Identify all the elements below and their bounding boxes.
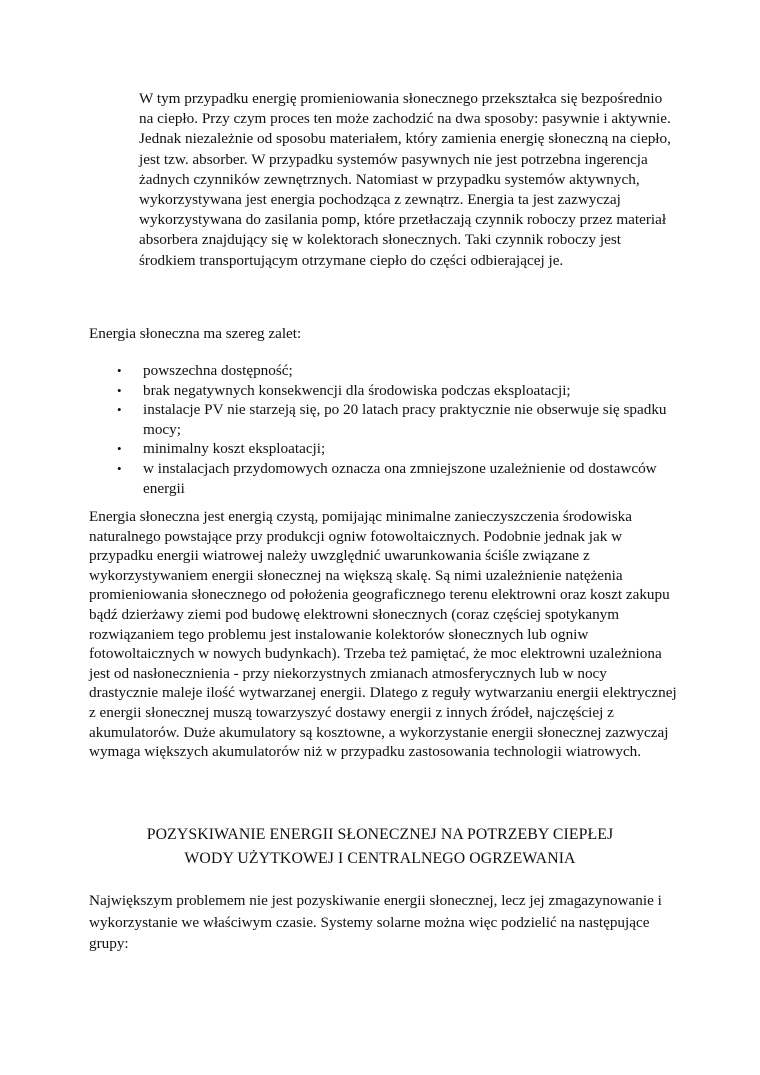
closing-paragraph: Największym problemem nie jest pozyskiwanie energii słonecznej, lecz jej zmagazynowanie i wykorzystanie we właściwym czasie. Systemy solarne można więc podzielić na następujące grupy: bbox=[89, 892, 662, 953]
list-item-text: w instalacjach przydomowych oznacza ona zmniejszone uzależnienie od dostawców energii bbox=[143, 459, 657, 497]
section-heading bbox=[89, 823, 671, 871]
list-item bbox=[89, 459, 689, 498]
list-item-text: powszechna dostępność; bbox=[143, 362, 293, 379]
list-item bbox=[89, 439, 689, 459]
main-paragraph: Energia słoneczna jest energią czystą, pomijając minimalne zanieczyszczenia środowiska naturalnego powstające przy produkcji ogniw fotowoltaicznych. Podobnie jednak jak w przypadku energii wiatrowej należy uwzględnić uwarunkowania ściśle związane z wykorzystywaniem energii słonecznej na większą skalę. Są nimi uzależnienie natężenia promieniowania słonecznego od położenia geograficznego terenu elektrowni oraz koszt zakupu bądź dzierżawy ziemi pod budowę elektrowni słonecznych (coraz częściej spotykanym rozwiązaniem tego problemu jest instalowanie kolektorów słonecznych lub ogniw fotowoltaicznych w nowych budynkach). Trzeba też pamiętać, że moc elektrowni uzależniona jest od nasłonecznienia - przy niekorzystnych zmianach atmosferycznych lub w nocy drastycznie maleje ilość wytwarzanej energii. Dlatego z reguły wytwarzaniu energii elektrycznej z energii słonecznej muszą towarzyszyć dostawy energii z innych źródeł, najczęściej z akumulatorów. Duże akumulatory są kosztowne, a wykorzystanie energii słonecznej zazwyczaj wymaga większych akumulatorów niż w przypadku zastosowania technologii wiatrowych. bbox=[89, 508, 677, 761]
bullet-icon: • bbox=[117, 363, 122, 378]
list-item bbox=[89, 381, 689, 401]
advantages-list bbox=[89, 361, 689, 498]
advantages-intro: Energia słoneczna ma szereg zalet: bbox=[89, 325, 302, 342]
list-item bbox=[89, 361, 689, 381]
list-item-text: instalacje PV nie starzeją się, po 20 latach pracy praktycznie nie obserwuje się spadku mocy; bbox=[143, 401, 667, 438]
bullet-icon: • bbox=[117, 382, 122, 398]
bullet-icon: • bbox=[117, 441, 122, 457]
section-heading-line-2: WODY UŻYTKOWEJ I CENTRALNEGO OGRZEWANIA bbox=[184, 850, 576, 867]
bullet-icon: • bbox=[117, 402, 122, 418]
list-item-text: minimalny koszt eksploatacji; bbox=[143, 440, 326, 458]
list-item bbox=[89, 400, 689, 439]
list-item-text: brak negatywnych konsekwencji dla środowiska podczas eksploatacji; bbox=[143, 381, 571, 399]
section-heading-line-1: POZYSKIWANIE ENERGII SŁONECZNEJ NA POTRZEBY CIEPŁEJ bbox=[146, 826, 614, 843]
bullet-icon: • bbox=[117, 460, 122, 476]
indented-paragraph: W tym przypadku energię promieniowania słonecznego przekształca się bezpośrednio na ciepło. Przy czym proces ten może zachodzić na dwa sposoby: pasywnie i aktywnie. Jednak niezależnie od sposobu materiałem, który zamienia energię słoneczną na ciepło, jest tzw. absorber. W przypadku systemów pasywnych nie jest potrzebna ingerencja żadnych czynników zewnętrznych. Natomiast w przypadku systemów aktywnych, wykorzystywana jest energia pochodząca z zewnątrz. Energia ta jest zazwyczaj wykorzystywana do zasilania pomp, które przetłaczają czynnik roboczy przez materiał absorbera znajdujący się w kolektorach słonecznych. Taki czynnik roboczy jest środkiem transportującym otrzymane ciepło do części odbierającej je. bbox=[139, 90, 671, 269]
